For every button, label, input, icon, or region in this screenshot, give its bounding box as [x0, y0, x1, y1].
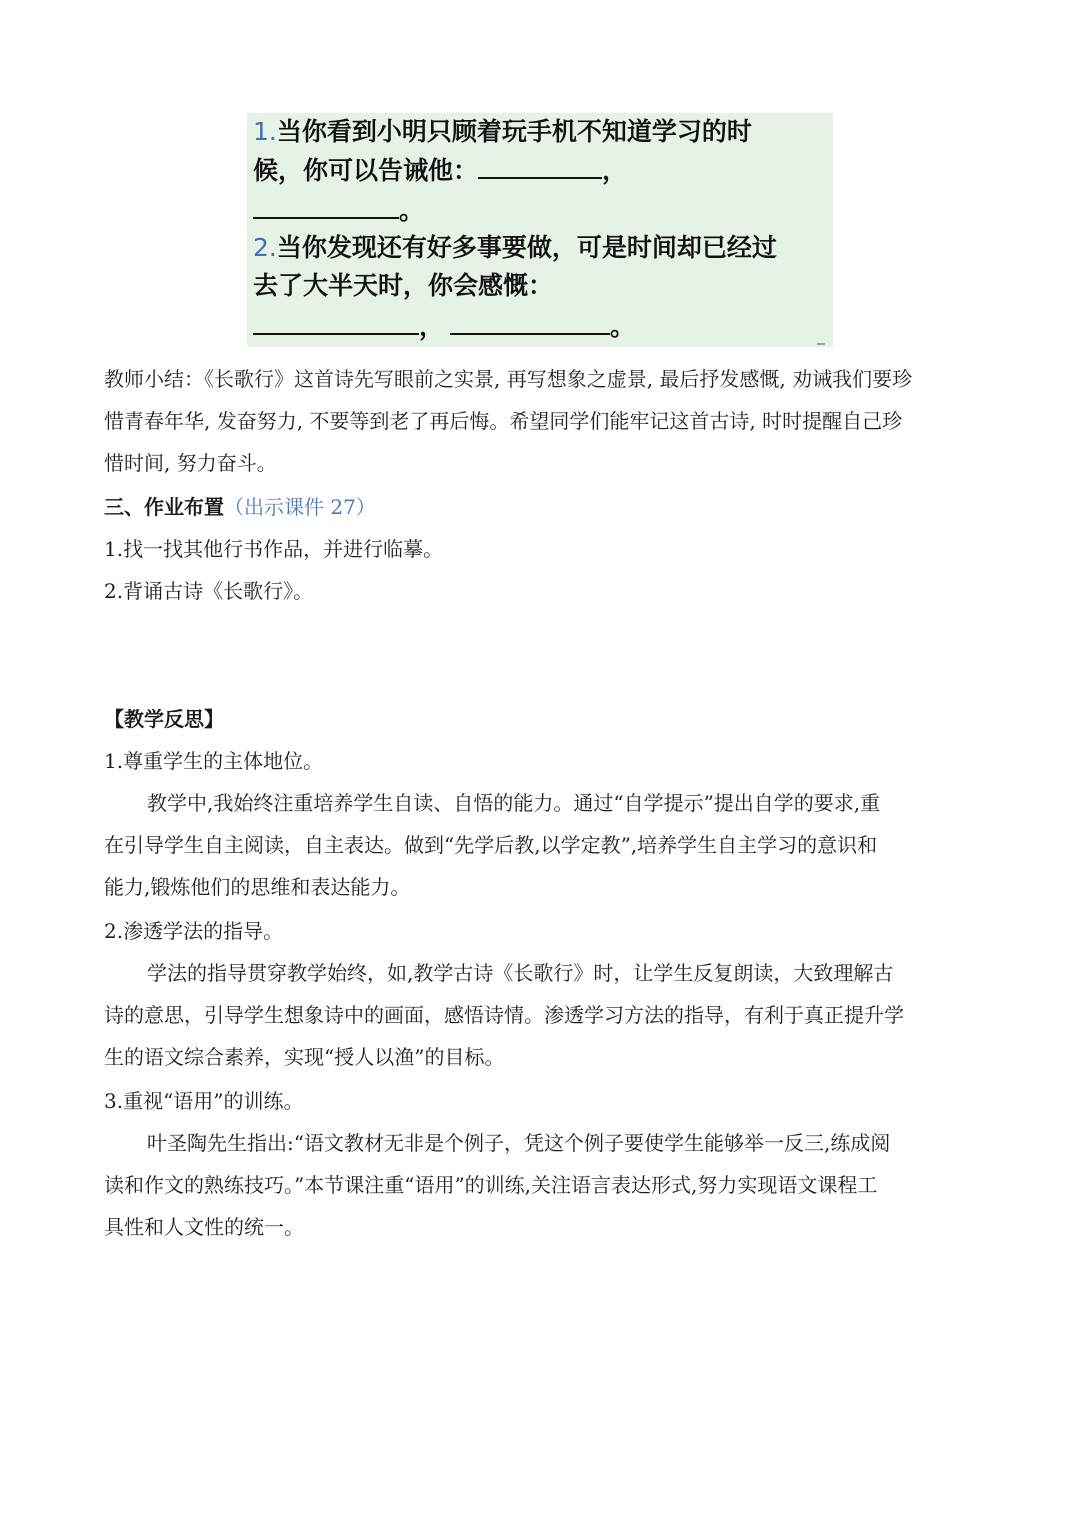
reflection-title: 【教学反思】: [104, 707, 224, 731]
slide-q2-line1: [253, 229, 777, 267]
reflection-point-title: 3.重视“语用”的训练。: [104, 1089, 304, 1113]
reflection-line: 在引导学生自主阅读，自主表达。做到“先学后教,以学定教”,培养学生自主学习的意识和: [104, 833, 878, 857]
reflection-line: 叶圣陶先生指出:“语文教材无非是个例子，凭这个例子要使学生能够举一反三,练成阅: [147, 1131, 891, 1155]
slide-q1-line1: [253, 113, 752, 151]
slide-q1-comma: ，: [602, 156, 628, 185]
reflection-line: 学法的指导贯穿教学始终，如,教学古诗《长歌行》时，让学生反复朗读，大致理解古: [147, 961, 894, 985]
reflection-line: 教学中,我始终注重培养学生自读、自悟的能力。通过“自学提示”提出自学的要求,重: [147, 791, 881, 815]
slide-q1-line3: [253, 191, 424, 230]
homework-item: 1.找一找其他行书作品，并进行临摹。: [104, 537, 444, 561]
summary-line: 惜时间, 努力奋斗。: [104, 451, 277, 475]
reflection-line: 具性和人文性的统一。: [104, 1215, 304, 1239]
slide-q2-comma: ，: [419, 312, 445, 341]
summary-line: 惜青春年华, 发奋努力, 不要等到老了再后悔。希望同学们能牢记这首古诗, 时时提醒自己珍: [104, 409, 903, 433]
slide-q1-period: 。: [399, 196, 425, 225]
summary-line: 教师小结：《长歌行》这首诗先写眼前之实景, 再写想象之虚景, 最后抒发感慨, 劝诫我们要珍: [104, 367, 913, 391]
courseware-reference: （出示课件 27）: [224, 495, 376, 519]
slide-q1-text2: 候，你可以告诫他：: [253, 156, 479, 185]
slide-q2-number: 2.: [253, 233, 277, 262]
slide-q1-number: 1.: [253, 117, 277, 146]
reflection-line: 读和作文的熟练技巧。”本节课注重“语用”的训练,关注语言表达形式,努力实现语文课程工: [104, 1173, 878, 1197]
slide-q2-line2: [253, 267, 553, 305]
homework-title: 三、作业布置: [104, 495, 224, 519]
answer-blank: [253, 307, 419, 335]
answer-blank: [253, 191, 399, 219]
reflection-point-title: 1.尊重学生的主体地位。: [104, 749, 324, 773]
slide-q2-line3: [253, 307, 635, 346]
reflection-line: 生的语文综合素养，实现“授人以渔”的目标。: [104, 1045, 505, 1069]
reflection-point-title: 2.渗透学法的指导。: [104, 919, 284, 943]
courseware-slide: [247, 113, 833, 347]
answer-blank: [478, 151, 602, 179]
slide-corner-mark: [817, 343, 825, 345]
homework-heading: [104, 486, 984, 528]
answer-blank: [450, 307, 610, 335]
slide-q2-text1: 当你发现还有好多事要做，可是时间却已经过: [276, 233, 777, 262]
homework-item: 2.背诵古诗《长歌行》。: [104, 579, 314, 603]
reflection-line: 诗的意思，引导学生想象诗中的画面，感悟诗情。渗透学习方法的指导，有利于真正提升学: [104, 1003, 904, 1027]
slide-q1-line2: [253, 151, 627, 190]
reflection-line: 能力,锻炼他们的思维和表达能力。: [104, 875, 411, 899]
slide-q2-text2: 去了大半天时，你会感慨：: [253, 271, 554, 300]
slide-q1-text1: 当你看到小明只顾着玩手机不知道学习的时: [276, 117, 752, 146]
slide-q2-period: 。: [610, 312, 636, 341]
